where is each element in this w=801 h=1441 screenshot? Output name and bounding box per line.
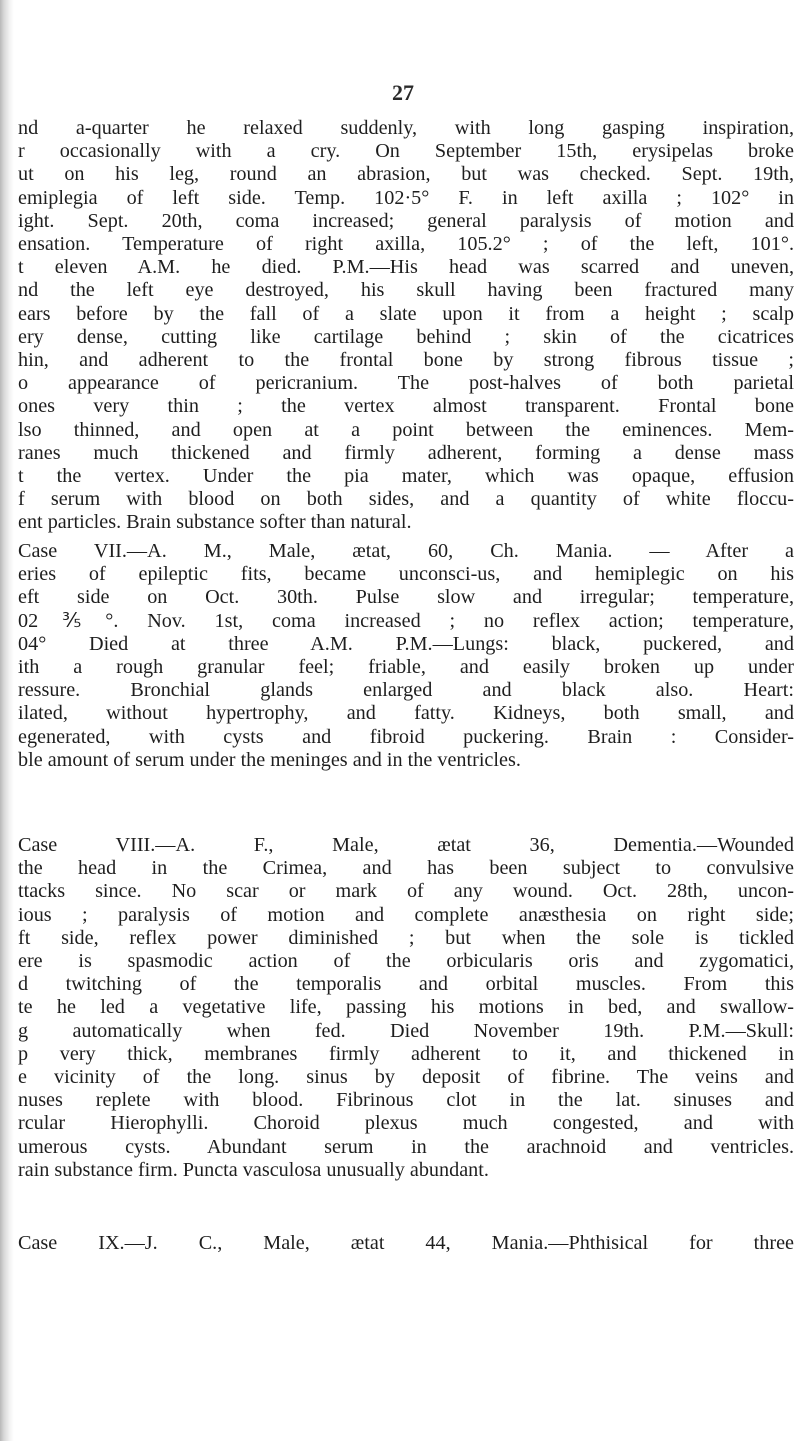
text-line: hin, and adherent to the frontal bone by strong fibrous tissue ;: [18, 349, 794, 372]
text-line: ery dense, cutting like cartilage behind ; skin of the cicatrices: [18, 325, 794, 348]
text-line: d twitching of the temporalis and orbital muscles. From this: [18, 973, 794, 996]
page-number: 27: [392, 80, 414, 105]
text-line: Case IX.—J. C., Male, ætat 44, Mania.—Phthisical for three: [18, 1232, 794, 1254]
text-line: p very thick, membranes firmly adherent to it, and thickened in: [18, 1042, 794, 1065]
text-line: ious ; paralysis of motion and complete anæsthesia on right side;: [18, 903, 794, 926]
text-line: ut on his leg, round an abrasion, but was checked. Sept. 19th,: [18, 163, 794, 186]
text-line: ranes much thickened and firmly adherent, forming a dense mass: [18, 441, 794, 464]
text-line: te he led a vegetative life, passing his motions in bed, and swallow-: [18, 996, 794, 1019]
text-line: 02⅗°. Nov. 1st, coma increased ; no reflex action; temperature,: [18, 609, 794, 632]
text-line: ensation. Temperature of right axilla, 105.2° ; of the left, 101°.: [18, 233, 794, 256]
text-line: 04° Died at three A.M. P.M.—Lungs: black, puckered, and: [18, 632, 794, 655]
text-line: egenerated, with cysts and fibroid puckering. Brain : Consider-: [18, 725, 794, 748]
paragraph-case-vii: [18, 540, 794, 772]
page-gutter-shadow: [0, 0, 14, 1441]
text-line: the head in the Crimea, and has been subject to convulsive: [18, 857, 794, 880]
text-line: ere is spasmodic action of the orbicularis oris and zygomatici,: [18, 950, 794, 973]
text-line: umerous cysts. Abundant serum in the arachnoid and ventricles.: [18, 1135, 794, 1158]
text-line: ilated, without hypertrophy, and fatty. Kidneys, both small, and: [18, 702, 794, 725]
text-line: e vicinity of the long. sinus by deposit of fibrine. The veins and: [18, 1066, 794, 1089]
text-line: g automatically when fed. Died November 19th. P.M.—Skull:: [18, 1019, 794, 1042]
text-line: Case VIII.—A. F., Male, ætat 36, Dementia.—Wounded: [18, 834, 794, 856]
text-line: ft side, reflex power diminished ; but when the sole is tickled: [18, 926, 794, 949]
paragraph-case-vi-continued: [18, 117, 794, 535]
text-line: f serum with blood on both sides, and a quantity of white floccu-: [18, 488, 794, 511]
text-line: r occasionally with a cry. On September 15th, erysipelas broke: [18, 140, 794, 163]
text-line: nd the left eye destroyed, his skull having been fractured many: [18, 279, 794, 302]
text-line: o appearance of pericranium. The post-halves of both parietal: [18, 372, 794, 395]
text-line: ressure. Bronchial glands enlarged and black also. Heart:: [18, 679, 794, 702]
text-line: ears before by the fall of a slate upon it from a height ; scalp: [18, 302, 794, 325]
text-line: nd a-quarter he relaxed suddenly, with long gasping inspiration,: [18, 117, 794, 139]
text-line: ttacks since. No scar or mark of any wound. Oct. 28th, uncon-: [18, 880, 794, 903]
text-line: ith a rough granular feel; friable, and easily broken up under: [18, 656, 794, 679]
text-line: t eleven A.M. he died. P.M.—His head was scarred and uneven,: [18, 256, 794, 279]
text-line: lso thinned, and open at a point between the eminences. Mem-: [18, 418, 794, 441]
text-line: eft side on Oct. 30th. Pulse slow and irregular; temperature,: [18, 586, 794, 609]
text-line: emiplegia of left side. Temp. 102·5° F. in left axilla ; 102° in: [18, 186, 794, 209]
text-line: t the vertex. Under the pia mater, which was opaque, effusion: [18, 465, 794, 488]
paragraph-case-viii: [18, 834, 794, 1182]
text-line: rcular Hierophylli. Choroid plexus much congested, and with: [18, 1112, 794, 1135]
text-line: nuses replete with blood. Fibrinous clot in the lat. sinuses and: [18, 1089, 794, 1112]
text-line: ight. Sept. 20th, coma increased; general paralysis of motion and: [18, 209, 794, 232]
text-line: ent particles. Brain substance softer than natural.: [18, 511, 412, 534]
text-line: eries of epileptic fits, became unconsci-us, and hemiplegic on his: [18, 563, 794, 586]
paragraph-case-ix: [18, 1232, 794, 1255]
text-line: ones very thin ; the vertex almost transparent. Frontal bone: [18, 395, 794, 418]
text-line: Case VII.—A. M., Male, ætat, 60, Ch. Mania. — After a: [18, 540, 794, 562]
text-line: rain substance firm. Puncta vasculosa unusually abundant.: [18, 1158, 489, 1181]
text-line: ble amount of serum under the meninges and in the ventricles.: [18, 748, 521, 771]
